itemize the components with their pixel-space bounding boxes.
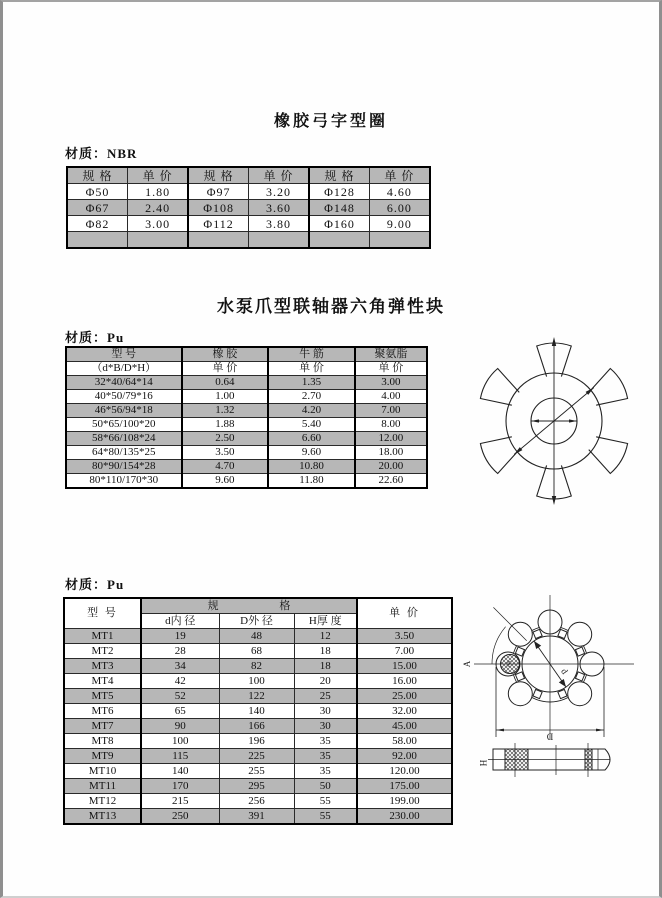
model-column-header: 型 号: [64, 598, 141, 629]
table-cell: 8.00: [355, 418, 427, 432]
column-subheader: d内 径: [141, 614, 219, 629]
table-cell: MT11: [64, 779, 141, 794]
table-cell: 6.60: [268, 432, 355, 446]
table-cell: Φ128: [309, 184, 369, 200]
table-cell: 80*110/170*30: [66, 474, 182, 489]
table-cell: 35: [294, 734, 357, 749]
table-cell: 3.80: [248, 216, 309, 232]
hex-elastic-block-diagram: [458, 327, 662, 517]
table-cell: 80*90/154*28: [66, 460, 182, 474]
column-subheader: 单 价: [355, 362, 427, 376]
table-cell: 9.60: [182, 474, 269, 489]
table-row: [64, 719, 452, 734]
table-cell: 16.00: [357, 674, 452, 689]
table-cell: 15.00: [357, 659, 452, 674]
hex-elastic-block-price-table: [65, 346, 428, 489]
table-cell: 55: [294, 809, 357, 825]
table-row: [67, 216, 430, 232]
table-cell: 225: [219, 749, 294, 764]
table-row: [66, 474, 427, 489]
table-cell: MT10: [64, 764, 141, 779]
table-cell: 391: [219, 809, 294, 825]
table-cell: 18: [294, 659, 357, 674]
mt-washer-diagram: [458, 587, 662, 802]
table-cell: 90: [141, 719, 219, 734]
table-cell: 3.00: [128, 216, 189, 232]
column-subheader: （d*B/D*H）: [66, 362, 182, 376]
table-cell: 10.80: [268, 460, 355, 474]
table-row: [66, 404, 427, 418]
table-cell: 82: [219, 659, 294, 674]
label-inner-dia: d: [559, 666, 570, 676]
table-cell: 175.00: [357, 779, 452, 794]
table-header-row: [67, 167, 430, 184]
mt-washer-price-table: [63, 597, 453, 825]
table-row: [64, 659, 452, 674]
table-cell: Φ82: [67, 216, 128, 232]
table-cell: 68: [219, 644, 294, 659]
table-cell: 12.00: [355, 432, 427, 446]
table-cell: 18: [294, 644, 357, 659]
column-subheader: H厚 度: [294, 614, 357, 629]
table-row: [64, 689, 452, 704]
column-header: 牛 筋: [268, 347, 355, 362]
table-cell: 215: [141, 794, 219, 809]
table-row: [64, 779, 452, 794]
table-cell: 34: [141, 659, 219, 674]
table-cell: Φ50: [67, 184, 128, 200]
table-cell: MT3: [64, 659, 141, 674]
table-row: [66, 432, 427, 446]
column-header: 单 价: [128, 167, 189, 184]
column-header: 型 号: [66, 347, 182, 362]
table-cell: 35: [294, 749, 357, 764]
table-cell: [309, 232, 369, 249]
section-view: [488, 743, 610, 777]
table-cell: Φ67: [67, 200, 128, 216]
table-cell: 1.80: [128, 184, 189, 200]
table-cell: MT13: [64, 809, 141, 825]
table-row: [64, 749, 452, 764]
table-cell: 4.00: [355, 390, 427, 404]
column-header: 单 价: [369, 167, 430, 184]
table-cell: MT12: [64, 794, 141, 809]
table-row: [67, 232, 430, 249]
table-row: [64, 809, 452, 825]
table-cell: 18.00: [355, 446, 427, 460]
table-cell: 11.80: [268, 474, 355, 489]
table-row: [64, 674, 452, 689]
table-cell: [188, 232, 248, 249]
table-cell: 140: [141, 764, 219, 779]
column-header: 橡 胶: [182, 347, 269, 362]
table-cell: MT1: [64, 629, 141, 644]
spec-group-header: 规 格: [141, 598, 357, 614]
table-cell: 22.60: [355, 474, 427, 489]
column-header: 聚氨脂: [355, 347, 427, 362]
table-cell: 28: [141, 644, 219, 659]
table-cell: 9.60: [268, 446, 355, 460]
table-cell: 4.70: [182, 460, 269, 474]
table-subheader-row: [66, 362, 427, 376]
table-cell: 32.00: [357, 704, 452, 719]
table-cell: MT9: [64, 749, 141, 764]
table-cell: 3.20: [248, 184, 309, 200]
section2-material-label: 材质：Pu: [65, 330, 125, 345]
table-cell: 115: [141, 749, 219, 764]
table-cell: 58*66/108*24: [66, 432, 182, 446]
table-cell: 2.70: [268, 390, 355, 404]
column-subheader: 单 价: [182, 362, 269, 376]
table-cell: 3.00: [355, 376, 427, 390]
table-cell: [67, 232, 128, 249]
column-header: 单 价: [248, 167, 309, 184]
table-cell: MT2: [64, 644, 141, 659]
table-cell: 140: [219, 704, 294, 719]
table-cell: 3.50: [357, 629, 452, 644]
table-cell: 19: [141, 629, 219, 644]
table-header-row: [66, 347, 427, 362]
table-cell: Φ112: [188, 216, 248, 232]
table-cell: 7.00: [357, 644, 452, 659]
table-cell: MT4: [64, 674, 141, 689]
table-cell: 92.00: [357, 749, 452, 764]
table-cell: 0.64: [182, 376, 269, 390]
table-cell: 3.60: [248, 200, 309, 216]
table-cell: 196: [219, 734, 294, 749]
table-row: [64, 644, 452, 659]
table-cell: 4.20: [268, 404, 355, 418]
table-cell: 55: [294, 794, 357, 809]
table-cell: 3.50: [182, 446, 269, 460]
table-cell: 1.32: [182, 404, 269, 418]
table-cell: 6.00: [369, 200, 430, 216]
table-cell: 20: [294, 674, 357, 689]
label-angle-ref: A: [462, 660, 472, 668]
table-cell: 32*40/64*14: [66, 376, 182, 390]
table-cell: 170: [141, 779, 219, 794]
table-cell: MT6: [64, 704, 141, 719]
table-row: [66, 460, 427, 474]
section3-material-label: 材质：Pu: [65, 577, 125, 592]
table-cell: 64*80/135*25: [66, 446, 182, 460]
table-cell: MT8: [64, 734, 141, 749]
table-cell: 1.00: [182, 390, 269, 404]
table-cell: 9.00: [369, 216, 430, 232]
column-subheader: 单 价: [268, 362, 355, 376]
table-cell: 50: [294, 779, 357, 794]
table-cell: MT7: [64, 719, 141, 734]
table-row: [64, 629, 452, 644]
table-cell: 52: [141, 689, 219, 704]
table-cell: 230.00: [357, 809, 452, 825]
table-row: [66, 390, 427, 404]
table-cell: 5.40: [268, 418, 355, 432]
table-cell: MT5: [64, 689, 141, 704]
table-cell: [248, 232, 309, 249]
table-row: [66, 446, 427, 460]
table-cell: 48: [219, 629, 294, 644]
table-row: [66, 376, 427, 390]
price-column-header: 单 价: [357, 598, 452, 629]
table-row: [64, 704, 452, 719]
label-small-lobe: (d): [506, 660, 513, 668]
table-cell: 4.60: [369, 184, 430, 200]
table-cell: 100: [141, 734, 219, 749]
table-cell: Φ108: [188, 200, 248, 216]
table-cell: Φ160: [309, 216, 369, 232]
table-cell: 295: [219, 779, 294, 794]
table-row: [67, 184, 430, 200]
table-cell: 58.00: [357, 734, 452, 749]
table-cell: 120.00: [357, 764, 452, 779]
table-cell: 20.00: [355, 460, 427, 474]
table-cell: 1.88: [182, 418, 269, 432]
table-cell: 45.00: [357, 719, 452, 734]
table-row: [64, 734, 452, 749]
table-cell: [369, 232, 430, 249]
column-header: 规 格: [309, 167, 369, 184]
table-row: [67, 200, 430, 216]
section1-material-label: 材质：NBR: [65, 146, 138, 161]
table-cell: 40*50/79*16: [66, 390, 182, 404]
label-thickness: H: [478, 759, 489, 767]
table-cell: 255: [219, 764, 294, 779]
column-header: 规 格: [188, 167, 248, 184]
table-cell: 12: [294, 629, 357, 644]
table-cell: 122: [219, 689, 294, 704]
table-cell: 166: [219, 719, 294, 734]
table-cell: 250: [141, 809, 219, 825]
section2-title: 水泵爪型联轴器六角弹性块: [217, 297, 445, 316]
table-cell: 199.00: [357, 794, 452, 809]
table-cell: 2.40: [128, 200, 189, 216]
table-cell: 100: [219, 674, 294, 689]
table-cell: [128, 232, 189, 249]
table-cell: 1.35: [268, 376, 355, 390]
table-cell: 35: [294, 764, 357, 779]
table-cell: 25.00: [357, 689, 452, 704]
table-row: [66, 418, 427, 432]
dimension-lines: [514, 339, 594, 503]
table-cell: 7.00: [355, 404, 427, 418]
nbr-ring-price-table: [66, 166, 431, 249]
column-header: 规 格: [67, 167, 128, 184]
table-cell: 50*65/100*20: [66, 418, 182, 432]
label-outer-dia: D: [546, 731, 554, 742]
table-cell: 2.50: [182, 432, 269, 446]
table-row: [64, 794, 452, 809]
column-subheader: D外 径: [219, 614, 294, 629]
table-cell: 25: [294, 689, 357, 704]
table-cell: 65: [141, 704, 219, 719]
table-cell: 30: [294, 704, 357, 719]
table-cell: 256: [219, 794, 294, 809]
section1-title: 橡胶弓字型圈: [273, 113, 388, 130]
table-row: [64, 764, 452, 779]
table-cell: 46*56/94*18: [66, 404, 182, 418]
table-cell: Φ97: [188, 184, 248, 200]
table-cell: Φ148: [309, 200, 369, 216]
table-header-row: [64, 598, 452, 614]
table-cell: 30: [294, 719, 357, 734]
table-cell: 42: [141, 674, 219, 689]
